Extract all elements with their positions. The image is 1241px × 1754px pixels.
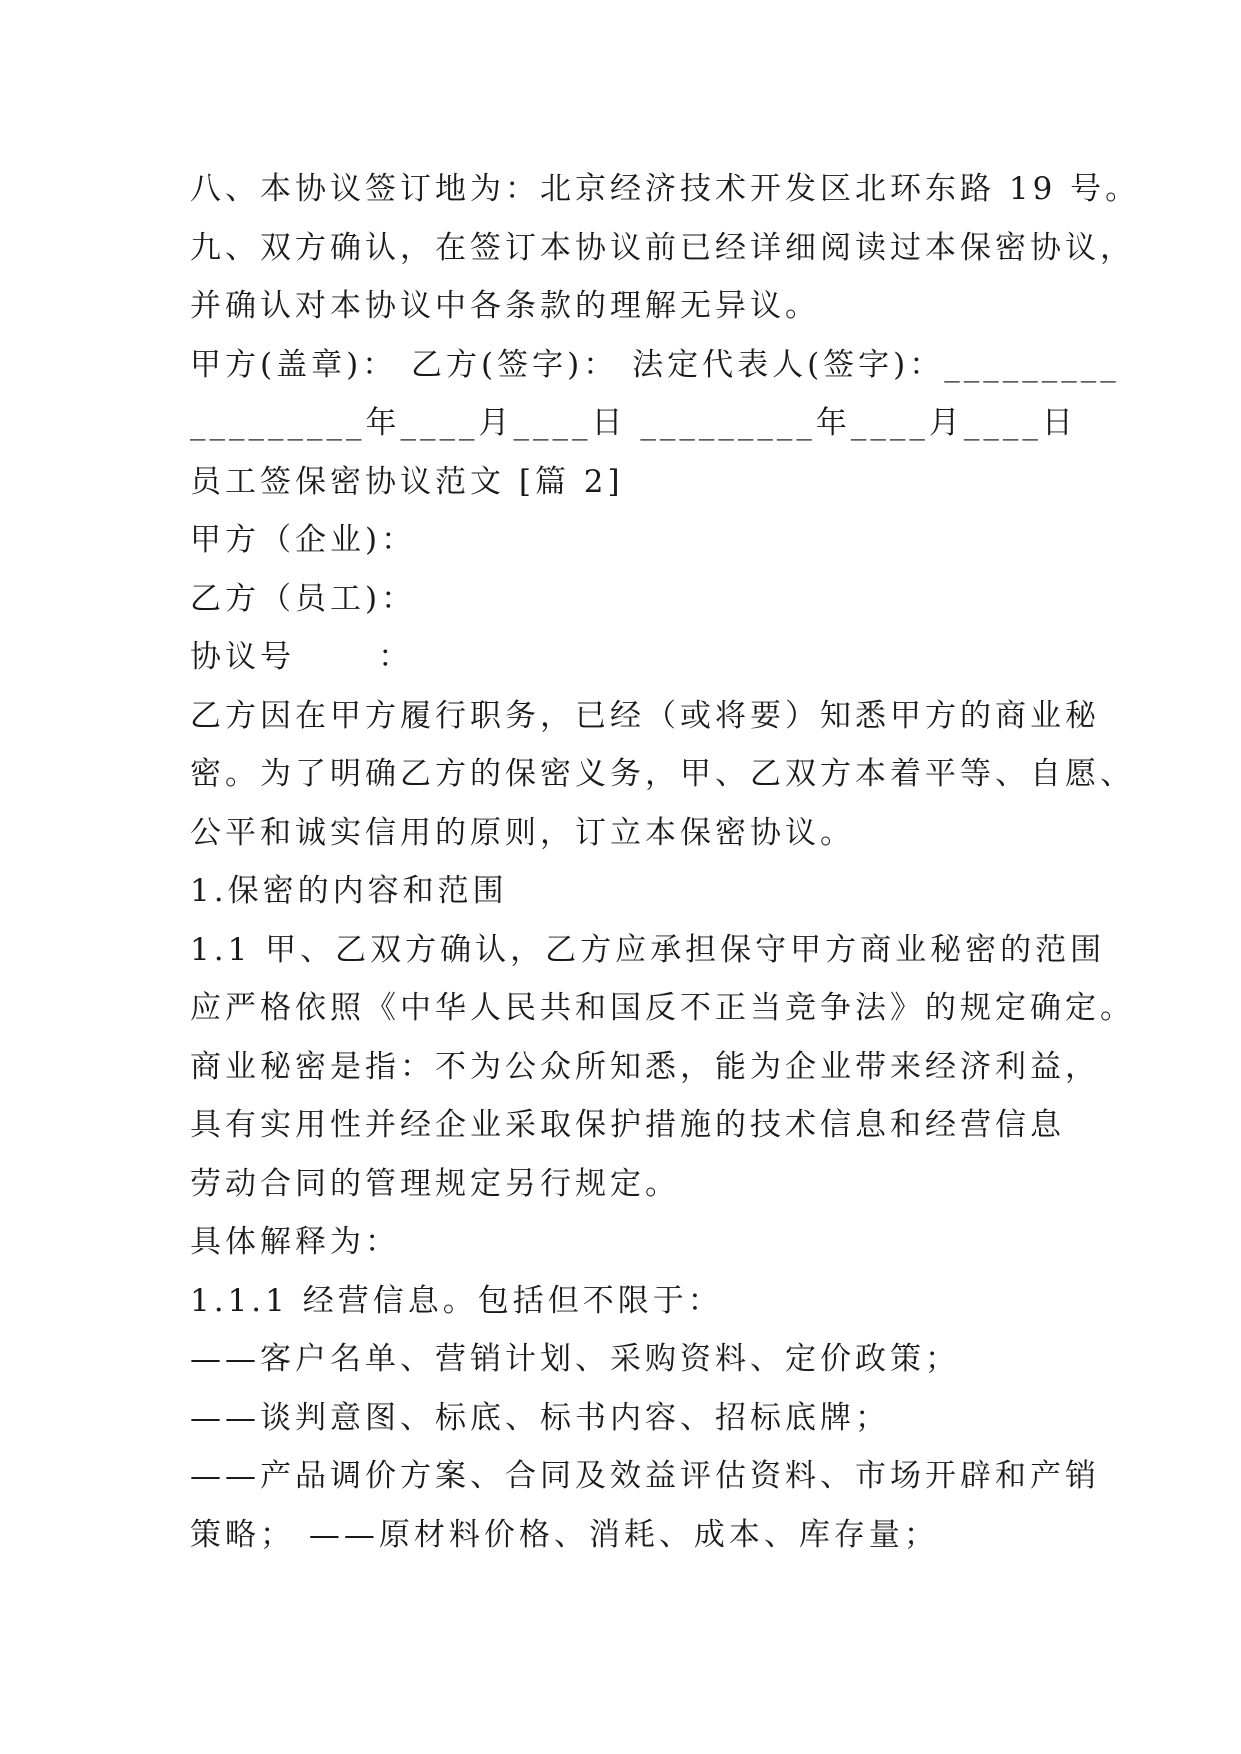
- list-item: ——客户名单、营销计划、采购资料、定价政策；: [190, 1341, 960, 1377]
- list-item: ——谈判意图、标底、标书内容、招标底牌；: [190, 1399, 890, 1436]
- clause-heading: 1.保密的内容和范围: [190, 873, 508, 909]
- text-line: 九、双方确认，在签订本协议前已经详细阅读过本保密协议，: [190, 229, 1135, 266]
- list-item: ——产品调价方案、合同及效益评估资料、市场开辟和产销: [190, 1458, 1100, 1494]
- text-line: 公平和诚实信用的原则，订立本保密协议。: [190, 814, 855, 851]
- text-line: 劳动合同的管理规定另行规定。: [190, 1165, 680, 1202]
- text-line: 应严格依照《中华人民共和国反不正当竞争法》的规定确定。: [190, 990, 1135, 1026]
- agreement-number-field: 协议号 ：: [190, 639, 414, 675]
- text-line: 八、本协议签订地为：北京经济技术开发区北环东路 19 号。: [190, 171, 1141, 207]
- clause-heading: 1.1.1 经营信息。包括但不限于：: [190, 1282, 723, 1319]
- party-a-field: 甲方（企业)：: [190, 522, 417, 558]
- text-line: 并确认对本协议中各条款的理解无异议。: [190, 288, 820, 324]
- section-title: 员工签保密协议范文 [篇 2]: [190, 463, 624, 500]
- text-line: 具有实用性并经企业采取保护措施的技术信息和经营信息: [190, 1107, 1065, 1143]
- signature-line: 甲方(盖章)： 乙方(签字)： 法定代表人(签字)：_________: [190, 346, 1120, 383]
- text-line: 商业秘密是指：不为公众所知悉，能为企业带来经济利益，: [190, 1048, 1100, 1085]
- text-line: 乙方因在甲方履行职务，已经（或将要）知悉甲方的商业秘: [190, 697, 1100, 734]
- party-b-field: 乙方（员工)：: [190, 580, 417, 617]
- text-line: 1.1 甲、乙双方确认，乙方应承担保守甲方商业秘密的范围: [190, 931, 1106, 968]
- document-body: [190, 160, 1141, 1564]
- date-line: _________年____月____日 _________年____月____日: [190, 405, 1077, 441]
- list-item: 策略； ——原材料价格、消耗、成本、库存量；: [190, 1516, 939, 1553]
- text-line: 密。为了明确乙方的保密义务，甲、乙双方本着平等、自愿、: [190, 756, 1135, 792]
- text-line: 具体解释为：: [190, 1224, 400, 1260]
